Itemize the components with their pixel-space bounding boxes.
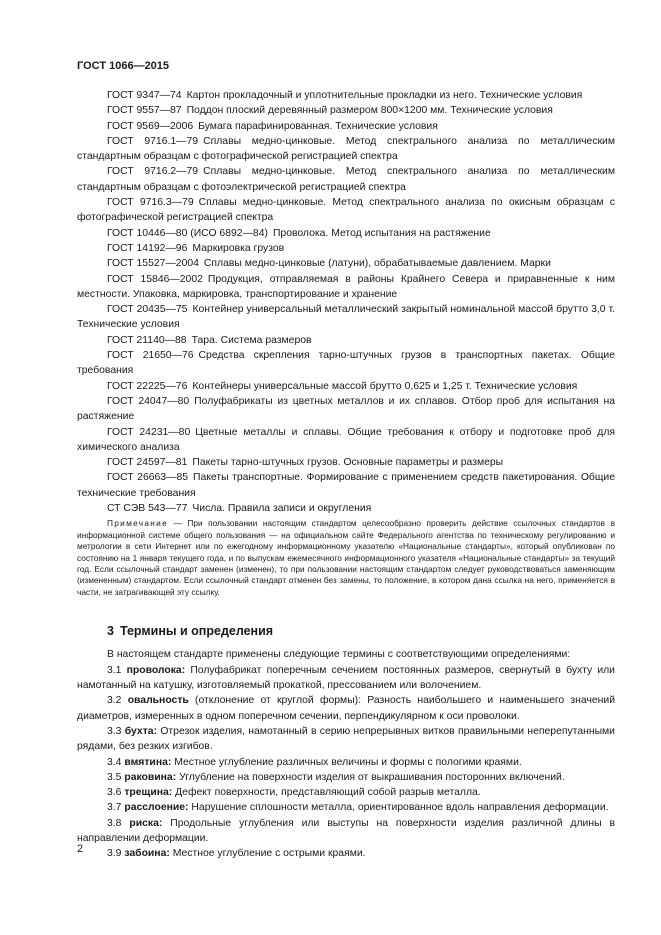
definition-item [77, 770, 615, 785]
definition-text: Местное углубление с острыми краями. [172, 848, 366, 860]
definition-term: овальность [127, 695, 189, 707]
reference-item [77, 195, 615, 226]
reference-title: Маркировка грузов [192, 242, 285, 254]
definition-item [77, 663, 615, 694]
definition-term: раковина: [124, 771, 177, 783]
reference-title: Тара. Система размеров [191, 334, 312, 346]
reference-title: Продукция, отправляемая в районы Крайнего Севера и приравненные к ним местности. Упаковка, маркировка, транспортирование и хранение [77, 273, 615, 300]
definition-text: Полуфабрикат поперечным сечением постоянных размеров, свернутый в бухту или намотанный на катушку, изготовляемый прокаткой, прессованием или волочением. [77, 664, 615, 692]
reference-code: ГОСТ 24597—81 [107, 457, 188, 469]
definition-term: риска: [129, 817, 163, 829]
reference-title: Средства скрепления тарно-штучных грузов в транспортных пакетах. Общие требования [77, 350, 616, 377]
document-body [77, 88, 615, 862]
reference-code: ГОСТ 15846—2002 [107, 273, 203, 285]
reference-code: ГОСТ 26663—85 [107, 472, 189, 484]
reference-item [77, 256, 615, 271]
reference-code: ГОСТ 9716.1—79 [107, 135, 199, 147]
reference-title: Сплавы медно-цинковые. Метод спектрального анализа по окисным образцам с фотографической регистрацией спектра [77, 197, 615, 224]
reference-title: Контейнер универсальный металлический закрытый номинальной массой брутто 3,0 т. Технические условия [77, 304, 616, 331]
definition-item [77, 800, 615, 815]
definition-text: Углубление на поверхности изделия от выкрашивания посторонних включений. [179, 771, 565, 783]
reference-code: ГОСТ 9557—87 [107, 105, 182, 117]
reference-code: ГОСТ 14192—96 [107, 242, 188, 254]
reference-title: Сплавы медно-цинковые (латуни), обрабатываемые давлением. Марки [203, 258, 551, 270]
reference-code: ГОСТ 10446—80 (ИСО 6892—84) [107, 227, 268, 239]
reference-item [77, 164, 615, 195]
definition-number: 3.8 [107, 817, 122, 829]
section-heading [107, 624, 615, 639]
definition-text: Отрезок изделия, намотанный в серию непрерывных витков правильными неперепутанными рядами, без резких изгибов. [77, 725, 615, 753]
definition-item [77, 693, 615, 724]
definition-text: Дефект поверхности, представляющий собой разрыв металла. [175, 787, 481, 799]
reference-code: ГОСТ 24047—80 [107, 395, 190, 407]
reference-title: Цветные металлы и сплавы. Общие требования к отбору и подготовке проб для химического анализа [77, 426, 616, 453]
definition-number: 3.9 [107, 848, 122, 860]
definition-term: расслоение: [124, 802, 189, 814]
definition-text: (отклонение от круглой формы): Разность наибольшего и наименьшего значений диаметров, измеренных в одном поперечном сечении, перпендикулярном к оси проволоки. [77, 695, 616, 722]
reference-title: Сплавы медно-цинковые. Метод спектрального анализа по металлическим стандартным образцам с фотографической регистрацией спектра [77, 135, 616, 163]
reference-code: ГОСТ 15527—2004 [107, 258, 199, 270]
reference-item [77, 333, 615, 348]
reference-item [77, 134, 615, 165]
reference-title: Пакеты транспортные. Формирование с применением средств пакетирования. Общие технические требования [77, 472, 616, 499]
definition-item [77, 785, 615, 800]
reference-code: ГОСТ 22225—76 [107, 380, 188, 392]
definition-text: Нарушение сплошности металла, ориентированное вдоль направления деформации. [191, 802, 609, 814]
definition-item [77, 755, 615, 770]
definition-term: проволока: [126, 664, 186, 676]
reference-code: ГОСТ 9716.2—79 [107, 166, 199, 178]
reference-item [77, 272, 615, 303]
reference-title: Проволока. Метод испытания на растяжение [272, 227, 491, 239]
reference-title: Контейнеры универсальные массой брутто 0,625 и 1,25 т. Технические условия [192, 380, 578, 392]
note-text: — При пользовании настоящим стандартом целесообразно проверить действие ссылочных стандартов в информационной системе общего пользования — на официальном сайте Федерального агентства по техническому регулированию и метрологии в сети Интернет или по ежегодному информационному указателю «Национальные стандарты», который опубликован по состоянию на 1 января текущего года, и по выпускам ежемесячного информационного указателя «Национальные стандарты» за текущий год. Если ссылочный стандарт заменен (изменен), то при пользовании настоящим стандартом следует руководствоваться заменяющим (измененным) стандартом. Если ссылочный стандарт отменен без замены, то положение, в котором дана ссылка на него, применяется в части, не затрагивающей эту ссылку. [77, 518, 615, 597]
reference-item [77, 470, 615, 501]
page-number: 2 [77, 843, 84, 855]
reference-code: ГОСТ 9716.3—79 [107, 197, 194, 209]
reference-title: Полуфабрикаты из цветных металлов и их сплавов. Отбор проб для испытания на растяжение [77, 395, 615, 423]
definition-number: 3.1 [107, 664, 122, 676]
note-label: Примечание [107, 518, 169, 529]
reference-item [77, 103, 615, 118]
definition-term: забоина: [124, 848, 170, 860]
reference-item [77, 241, 615, 256]
reference-title: Поддон плоский деревянный размером 800×1200 мм. Технические условия [186, 105, 553, 117]
note-paragraph [77, 518, 615, 598]
reference-code: СТ СЭВ 543—77 [107, 503, 188, 515]
section-number: 3 [107, 624, 114, 639]
definition-item [77, 846, 615, 861]
definition-text: Местное углубление различных величины и формы с пологими краями. [174, 756, 522, 768]
reference-title: Картон прокладочный и уплотнительные прокладки из него. Технические условия [186, 90, 583, 101]
reference-item [77, 119, 615, 134]
definition-number: 3.6 [107, 787, 122, 799]
reference-code: ГОСТ 20435—75 [107, 304, 188, 316]
definition-number: 3.2 [107, 695, 122, 707]
reference-item [77, 88, 615, 103]
definition-number: 3.4 [107, 756, 122, 768]
definition-number: 3.3 [107, 725, 122, 737]
definition-text: Продольные углубления или выступы на поверхности изделия различной длины в направлении деформации. [77, 817, 616, 845]
reference-item [77, 425, 615, 456]
reference-item [77, 302, 615, 333]
reference-item [77, 501, 615, 516]
reference-item [77, 348, 615, 379]
reference-code: ГОСТ 9569—2006 [107, 120, 194, 132]
reference-code: ГОСТ 24231—80 [107, 426, 191, 438]
reference-code: ГОСТ 21650—76 [107, 350, 194, 362]
reference-item [77, 379, 615, 394]
section-intro: В настоящем стандарте применены следующие термины с соответствующими определениями: [107, 649, 571, 661]
reference-code: ГОСТ 21140—88 [107, 334, 187, 346]
reference-title: Числа. Правила записи и округления [192, 503, 372, 515]
reference-item [77, 394, 615, 425]
definitions-list [77, 663, 615, 862]
reference-item [77, 226, 615, 241]
definition-number: 3.7 [107, 802, 122, 814]
definition-number: 3.5 [107, 771, 122, 783]
section-title: Термины и определения [119, 624, 274, 639]
reference-title: Сплавы медно-цинковые. Метод спектрального анализа по металлическим стандартным образцам с фотоэлектрической регистрацией спектра [77, 166, 616, 193]
definition-term: вмятина: [124, 756, 172, 768]
reference-item [77, 455, 615, 470]
reference-title: Бумага парафинированная. Технические условия [198, 120, 438, 132]
document-header: ГОСТ 1066—2015 [77, 60, 170, 72]
definition-item [77, 816, 615, 847]
reference-code: ГОСТ 9347—74 [107, 90, 182, 101]
definition-term: трещина: [124, 787, 173, 799]
reference-title: Пакеты тарно-штучных грузов. Основные параметры и размеры [192, 457, 504, 469]
references-list [77, 88, 615, 516]
definition-term: бухта: [124, 725, 158, 737]
definition-item [77, 724, 615, 755]
